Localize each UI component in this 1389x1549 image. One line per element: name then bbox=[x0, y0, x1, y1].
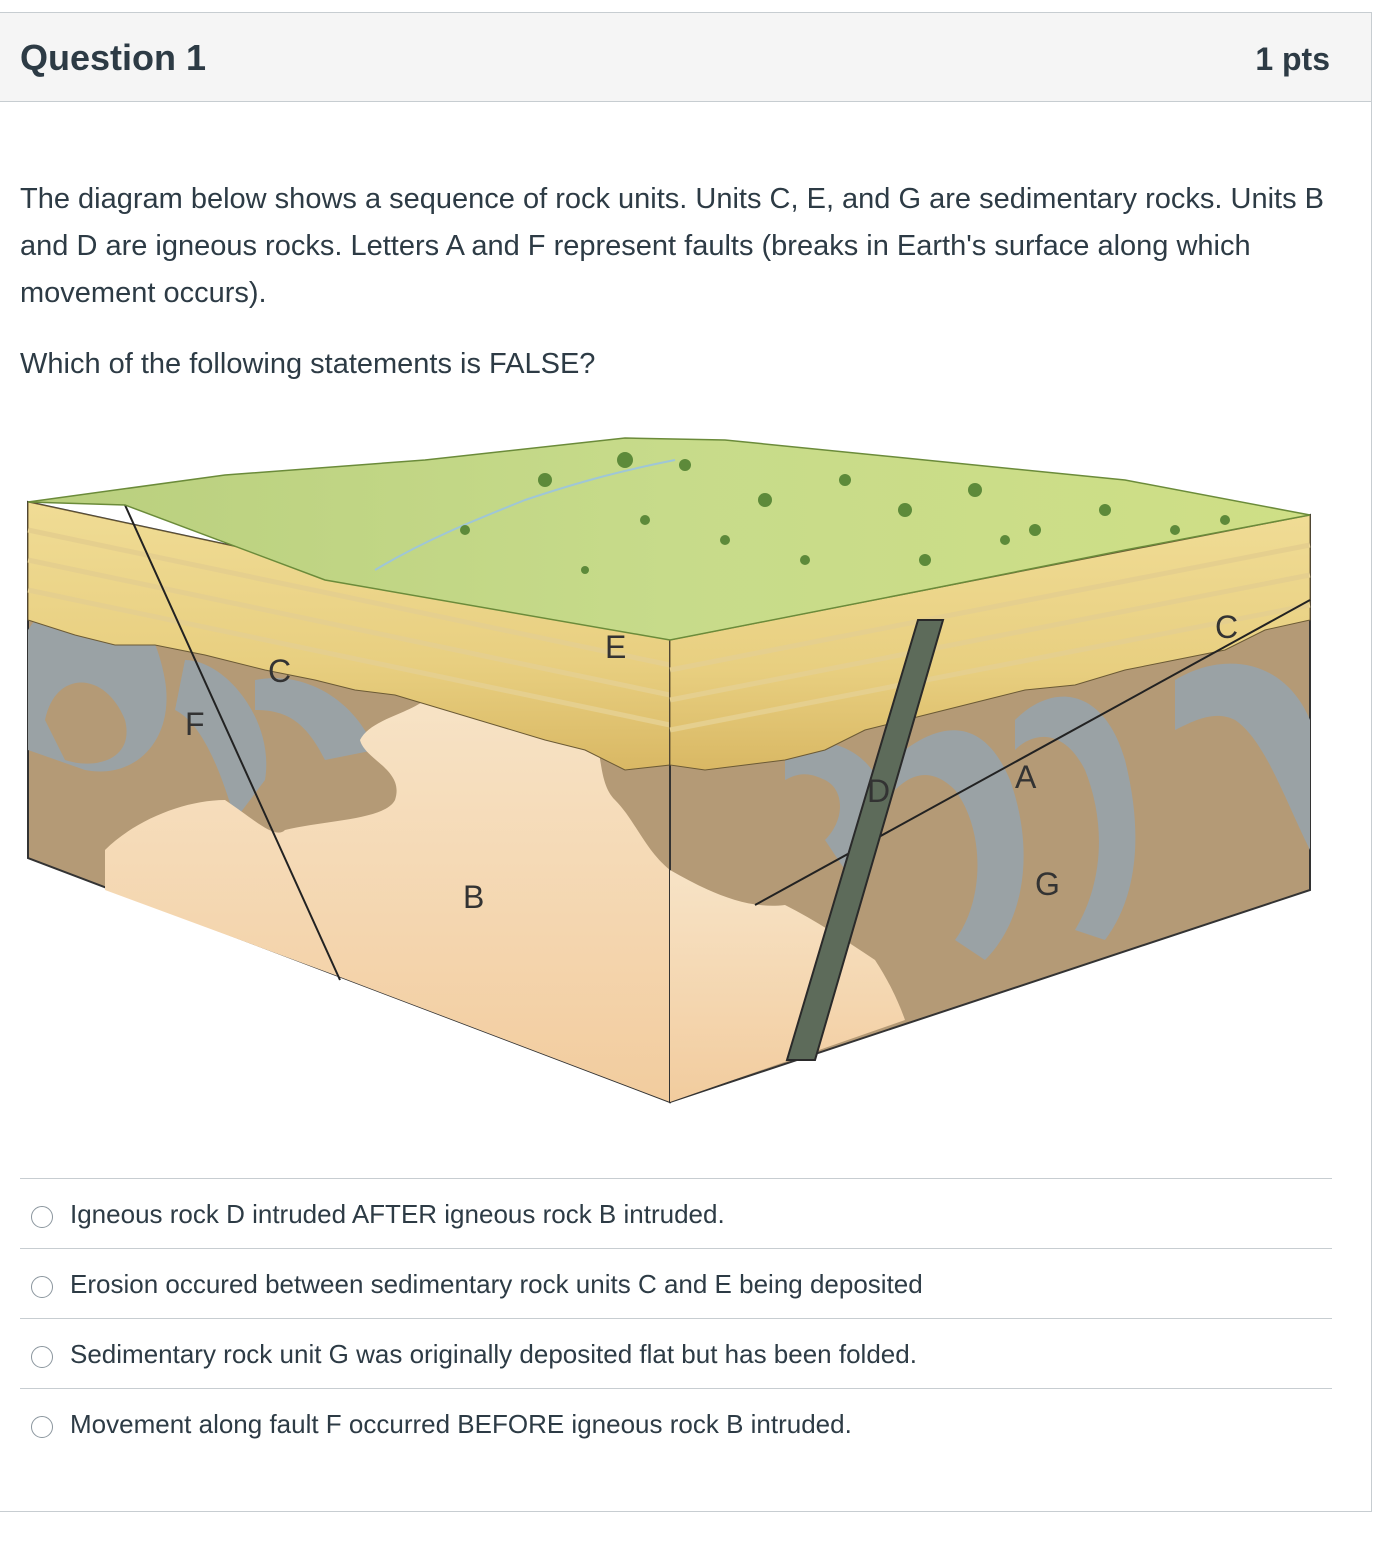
radio-button[interactable] bbox=[31, 1206, 53, 1228]
label-f: F bbox=[185, 706, 205, 742]
radio-button[interactable] bbox=[31, 1276, 53, 1298]
label-c-right: C bbox=[1215, 609, 1239, 645]
answer-text: Igneous rock D intruded AFTER igneous rock B intruded. bbox=[70, 1199, 725, 1229]
answer-option[interactable] bbox=[20, 1318, 1332, 1388]
question-points: 1 pts bbox=[1255, 41, 1330, 77]
answer-option[interactable] bbox=[20, 1248, 1332, 1318]
answer-text: Movement along fault F occurred BEFORE igneous rock B intruded. bbox=[70, 1409, 852, 1439]
label-a: A bbox=[1015, 759, 1037, 795]
radio-button[interactable] bbox=[31, 1416, 53, 1438]
answer-text: Sedimentary rock unit G was originally deposited flat but has been folded. bbox=[70, 1339, 917, 1369]
radio-button[interactable] bbox=[31, 1346, 53, 1368]
label-g: G bbox=[1035, 866, 1060, 902]
question-header bbox=[0, 13, 1371, 102]
prompt-ask: Which of the following statements is FALSE? bbox=[20, 348, 596, 380]
label-e: E bbox=[605, 629, 627, 665]
question-prompt bbox=[20, 176, 1330, 388]
rock-units-block-diagram bbox=[25, 420, 1320, 1120]
answer-list bbox=[20, 1178, 1332, 1458]
label-c-left: C bbox=[268, 653, 292, 689]
question-title: Question 1 bbox=[20, 37, 207, 78]
answer-option[interactable] bbox=[20, 1178, 1332, 1248]
answer-text: Erosion occured between sedimentary rock units C and E being deposited bbox=[70, 1269, 923, 1299]
label-d: D bbox=[867, 773, 891, 809]
answer-option[interactable] bbox=[20, 1388, 1332, 1458]
label-b: B bbox=[463, 879, 485, 915]
prompt-text: The diagram below shows a sequence of rock units. Units C, E, and G are sedimentary rocks. Units B and D are igneous rocks. Letters A and F represent faults (breaks in Earth's surface along which movement occurs). bbox=[20, 183, 1324, 309]
